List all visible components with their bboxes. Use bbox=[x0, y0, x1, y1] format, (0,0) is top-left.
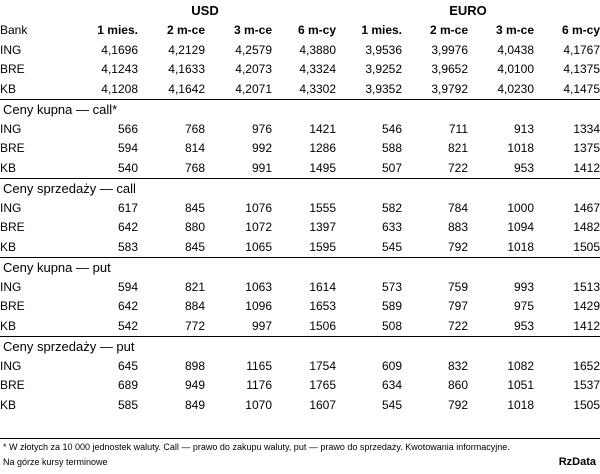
rate-cell: 1467 bbox=[573, 200, 600, 215]
bank-name: ING bbox=[0, 200, 22, 215]
table-row bbox=[0, 238, 600, 258]
rate-cell: 949 bbox=[184, 378, 205, 392]
table-row bbox=[0, 357, 600, 377]
subnote-line bbox=[0, 454, 600, 470]
rate-cell: 4,3302 bbox=[299, 81, 337, 96]
rate-cell: 792 bbox=[447, 397, 469, 412]
rate-cell: 832 bbox=[447, 358, 469, 373]
rate-cell: 1412 bbox=[573, 318, 600, 333]
rate-cell: 797 bbox=[447, 299, 469, 313]
rate-cell: 4,0438 bbox=[497, 42, 535, 57]
rate-cell: 722 bbox=[447, 318, 469, 333]
currency-header-row bbox=[0, 0, 600, 21]
table-row bbox=[0, 278, 600, 298]
rate-cell: 1495 bbox=[309, 160, 337, 175]
rate-cell: 4,1375 bbox=[563, 62, 600, 76]
rate-cell: 566 bbox=[117, 121, 138, 136]
rate-cell: 1076 bbox=[245, 200, 272, 215]
bank-name: KB bbox=[0, 160, 17, 175]
rate-cell: 1334 bbox=[573, 121, 600, 136]
rate-cell: 845 bbox=[184, 200, 205, 215]
section-title: Ceny kupna — call* bbox=[0, 100, 600, 120]
rate-cell: 642 bbox=[117, 299, 138, 313]
rate-cell: 1505 bbox=[573, 239, 600, 254]
table-row bbox=[0, 317, 600, 337]
table-row bbox=[0, 80, 600, 100]
rate-cell: 991 bbox=[251, 160, 272, 175]
notes-area bbox=[0, 438, 600, 470]
euro-6m-header: 6 m-cy bbox=[561, 23, 600, 37]
rate-cell: 594 bbox=[117, 141, 138, 155]
table-row bbox=[0, 297, 600, 317]
rate-cell: 1505 bbox=[573, 397, 600, 412]
table-row bbox=[0, 159, 600, 179]
rate-cell: 880 bbox=[184, 220, 205, 234]
table-row bbox=[0, 218, 600, 238]
rate-cell: 1051 bbox=[507, 378, 535, 392]
rate-cell: 1165 bbox=[246, 358, 272, 373]
rate-cell: 588 bbox=[381, 141, 403, 155]
rate-cell: 722 bbox=[447, 160, 469, 175]
rate-cell: 884 bbox=[184, 299, 205, 313]
rate-cell: 759 bbox=[447, 279, 469, 294]
rate-cell: 573 bbox=[381, 279, 403, 294]
rate-cell: 4,1696 bbox=[101, 42, 138, 57]
bank-name: KB bbox=[0, 239, 17, 254]
rate-cell: 545 bbox=[381, 397, 403, 412]
rate-cell: 883 bbox=[447, 220, 469, 234]
rate-cell: 3,9792 bbox=[431, 81, 469, 96]
rate-cell: 1506 bbox=[309, 318, 337, 333]
rate-cell: 898 bbox=[184, 358, 205, 373]
section-header-row bbox=[0, 337, 600, 357]
rate-cell: 3,9352 bbox=[365, 81, 403, 96]
rate-cell: 814 bbox=[184, 141, 205, 155]
bank-name: ING bbox=[0, 358, 22, 373]
rate-cell: 4,1475 bbox=[563, 81, 600, 96]
table-row bbox=[0, 139, 600, 159]
rate-cell: 997 bbox=[251, 318, 272, 333]
bank-name: BRE bbox=[0, 62, 25, 76]
rate-cell: 4,1767 bbox=[563, 42, 600, 57]
rate-cell: 1652 bbox=[573, 358, 600, 373]
rate-cell: 1555 bbox=[309, 200, 337, 215]
section-header-row bbox=[0, 179, 600, 199]
rate-cell: 617 bbox=[117, 200, 138, 215]
rate-cell: 993 bbox=[513, 279, 535, 294]
rate-cell: 508 bbox=[381, 318, 403, 333]
rate-cell: 4,2071 bbox=[235, 81, 272, 96]
rate-cell: 609 bbox=[381, 358, 403, 373]
bank-name: KB bbox=[0, 318, 17, 333]
bank-name: BRE bbox=[0, 299, 25, 313]
rate-cell: 821 bbox=[447, 141, 469, 155]
rate-cell: 845 bbox=[184, 239, 205, 254]
rate-cell: 4,0230 bbox=[497, 81, 535, 96]
rate-cell: 3,9976 bbox=[431, 42, 469, 57]
rate-cell: 1595 bbox=[309, 239, 337, 254]
footnote: * W złotych za 10 000 jednostek waluty. Call — prawo do zakupu waluty, put — prawo do sprzedaży. Kwotowania informacyjne. bbox=[3, 442, 510, 452]
rate-cell: 3,9652 bbox=[431, 62, 469, 76]
rate-cell: 821 bbox=[184, 279, 205, 294]
rate-cell: 1482 bbox=[573, 220, 600, 234]
rate-cell: 1018 bbox=[507, 239, 535, 254]
euro-1m-header: 1 mies. bbox=[361, 23, 403, 37]
rate-cell: 1653 bbox=[309, 299, 337, 313]
bank-name: ING bbox=[0, 279, 22, 294]
rate-cell: 540 bbox=[117, 160, 138, 175]
rate-cell: 1018 bbox=[507, 397, 535, 412]
section-title: Ceny sprzedaży — put bbox=[0, 337, 600, 357]
rate-cell: 1070 bbox=[245, 397, 272, 412]
bank-name: ING bbox=[0, 121, 22, 136]
rate-cell: 860 bbox=[447, 378, 469, 392]
rate-cell: 585 bbox=[117, 397, 138, 412]
rate-cell: 1018 bbox=[507, 141, 535, 155]
rate-cell: 1082 bbox=[507, 358, 535, 373]
rate-cell: 4,2129 bbox=[168, 42, 205, 57]
rate-cell: 545 bbox=[381, 239, 403, 254]
bank-name: KB bbox=[0, 397, 17, 412]
rate-cell: 953 bbox=[513, 160, 535, 175]
usd-2m-header: 2 m-ce bbox=[166, 23, 205, 37]
rate-cell: 1176 bbox=[246, 378, 272, 392]
rate-cell: 645 bbox=[117, 358, 138, 373]
rate-cell: 913 bbox=[513, 121, 535, 136]
rate-cell: 1765 bbox=[309, 378, 337, 392]
usd-3m-header: 3 m-ce bbox=[233, 23, 272, 37]
rate-cell: 768 bbox=[184, 121, 205, 136]
rate-cell: 542 bbox=[117, 318, 138, 333]
rate-cell: 992 bbox=[251, 141, 272, 155]
rate-cell: 1072 bbox=[245, 220, 272, 234]
usd-1m-header: 1 mies. bbox=[97, 23, 138, 37]
euro-3m-header: 3 m-ce bbox=[495, 23, 535, 37]
rate-cell: 4,1642 bbox=[168, 81, 205, 96]
rate-cell: 4,2579 bbox=[235, 42, 272, 57]
rate-cell: 583 bbox=[117, 239, 138, 254]
rate-cell: 4,3324 bbox=[299, 62, 337, 76]
section-title: Ceny kupna — put bbox=[0, 258, 600, 278]
rate-cell: 4,1633 bbox=[168, 62, 205, 76]
section-header-row bbox=[0, 100, 600, 120]
rate-cell: 953 bbox=[513, 318, 535, 333]
rate-cell: 1513 bbox=[573, 279, 600, 294]
rate-cell: 4,1243 bbox=[101, 62, 138, 76]
rate-cell: 1286 bbox=[309, 141, 337, 155]
rate-cell: 1065 bbox=[245, 239, 272, 254]
table-row bbox=[0, 396, 600, 416]
subnote: Na górze kursy terminowe bbox=[3, 457, 108, 467]
euro-2m-header: 2 m-ce bbox=[429, 23, 469, 37]
rate-cell: 507 bbox=[381, 160, 403, 175]
rate-cell: 633 bbox=[381, 220, 403, 234]
rate-cell: 1397 bbox=[309, 220, 337, 234]
rate-cell: 1754 bbox=[309, 358, 337, 373]
rate-cell: 642 bbox=[117, 220, 138, 234]
rate-cell: 594 bbox=[117, 279, 138, 294]
rate-cell: 4,3880 bbox=[299, 42, 337, 57]
table-row bbox=[0, 41, 600, 61]
rate-cell: 582 bbox=[381, 200, 403, 215]
rate-cell: 1412 bbox=[573, 160, 600, 175]
rate-cell: 589 bbox=[381, 299, 403, 313]
rate-cell: 768 bbox=[184, 160, 205, 175]
rate-cell: 1537 bbox=[573, 378, 600, 392]
usd-header: USD bbox=[191, 3, 219, 18]
rate-cell: 1421 bbox=[309, 121, 337, 136]
rate-cell: 634 bbox=[381, 378, 403, 392]
source-label: RzData bbox=[558, 456, 596, 468]
bank-name: BRE bbox=[0, 378, 25, 392]
column-header-row bbox=[0, 21, 600, 41]
rate-cell: 1429 bbox=[573, 299, 600, 313]
rate-cell: 1607 bbox=[309, 397, 337, 412]
rate-cell: 976 bbox=[251, 121, 272, 136]
rate-cell: 1000 bbox=[507, 200, 535, 215]
rate-cell: 4,1208 bbox=[101, 81, 138, 96]
rate-cell: 1063 bbox=[245, 279, 272, 294]
bank-name: BRE bbox=[0, 220, 25, 234]
rate-cell: 849 bbox=[184, 397, 205, 412]
rate-cell: 711 bbox=[448, 121, 469, 136]
table-row bbox=[0, 199, 600, 219]
rate-cell: 784 bbox=[447, 200, 469, 215]
rate-cell: 3,9536 bbox=[365, 42, 403, 57]
rate-cell: 772 bbox=[184, 318, 205, 333]
bank-name: BRE bbox=[0, 141, 25, 155]
rate-cell: 689 bbox=[117, 378, 138, 392]
bank-name: KB bbox=[0, 81, 17, 96]
euro-header: EURO bbox=[449, 3, 487, 18]
rate-cell: 546 bbox=[381, 121, 403, 136]
bank-column-header: Bank bbox=[0, 23, 28, 37]
table-row bbox=[0, 120, 600, 140]
section-title: Ceny sprzedaży — call bbox=[0, 179, 600, 199]
table-row bbox=[0, 60, 600, 80]
rate-cell: 1096 bbox=[245, 299, 272, 313]
rate-cell: 3,9252 bbox=[365, 62, 403, 76]
rate-cell: 792 bbox=[447, 239, 469, 254]
rate-cell: 1094 bbox=[507, 220, 535, 234]
table-row bbox=[0, 376, 600, 396]
bank-name: ING bbox=[0, 42, 22, 57]
rate-cell: 4,0100 bbox=[497, 62, 535, 76]
rate-cell: 1614 bbox=[309, 279, 337, 294]
rate-cell: 4,2073 bbox=[235, 62, 272, 76]
section-header-row bbox=[0, 258, 600, 278]
rate-cell: 975 bbox=[513, 299, 535, 313]
usd-6m-header: 6 m-cy bbox=[297, 23, 337, 37]
rate-cell: 1375 bbox=[573, 141, 600, 155]
